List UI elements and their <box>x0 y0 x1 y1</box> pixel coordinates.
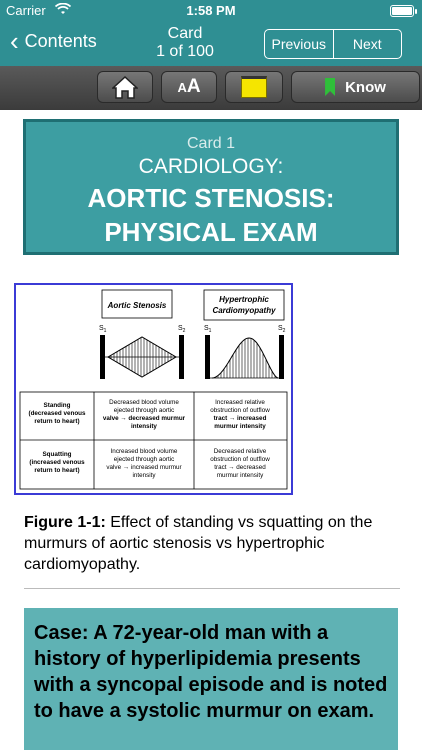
row1-as-line2: ejected through aortic <box>113 407 175 414</box>
font-size-button[interactable] <box>161 71 217 103</box>
hcm-s1-label: $S_1$ <box>204 325 212 334</box>
nav-title-line2: 1 of 100 <box>156 43 214 60</box>
hcm-s2-label: $S_2$ <box>278 325 286 334</box>
back-label: Contents <box>24 30 97 51</box>
next-button[interactable]: Next <box>333 30 402 58</box>
know-label: Know <box>345 78 386 96</box>
back-button[interactable] <box>10 26 97 56</box>
row2-as-line4: intensity <box>132 472 156 479</box>
header-hcm-line2: Cardiomyopathy <box>212 306 276 315</box>
row2-label-line1: Squatting <box>42 451 72 458</box>
font-big-label: A <box>186 76 201 97</box>
row2-hcm-line1: Decreased relative <box>213 448 267 455</box>
row1-as-line3: valve → decreased murmur <box>102 415 186 422</box>
figure-caption <box>24 512 394 575</box>
chevron-left-icon: ‹ <box>10 26 19 56</box>
know-button[interactable] <box>291 71 420 103</box>
clock: 1:58 PM <box>186 3 236 18</box>
previous-button[interactable]: Previous <box>271 36 326 52</box>
home-button[interactable] <box>97 71 153 103</box>
case-text: Case: A 72-year-old man with a history of hyperlipidemia presents with a syncopal episode and is noted to have a systolic murmur on exam. <box>34 622 388 722</box>
row2-hcm-line3: tract → decreased <box>214 464 266 471</box>
row1-label-line3: return to heart) <box>34 418 80 425</box>
nav-bar <box>0 22 422 66</box>
card-topic-line1: AORTIC STENOSIS: <box>87 183 335 213</box>
case-box <box>24 608 398 750</box>
prev-next-segmented-control <box>264 29 402 59</box>
row1-as-line1: Decreased blood volume <box>109 399 179 406</box>
row1-label-line2: (decreased venous <box>28 410 86 417</box>
row1-hcm-line3: tract → increased <box>213 415 267 422</box>
row2-hcm-line2: obstruction of outflow <box>210 456 270 463</box>
status-bar <box>0 0 422 22</box>
divider <box>24 588 400 589</box>
row1-hcm-line4: murmur intensity <box>214 423 266 430</box>
toolbar <box>0 66 422 110</box>
notes-button[interactable] <box>225 71 283 103</box>
as-s2-label: $S_2$ <box>178 325 186 334</box>
header-aortic-stenosis: Aortic Stenosis <box>107 301 167 310</box>
row2-as-line3: valve → increased murmur <box>106 464 182 471</box>
row1-hcm-line1: Increased relative <box>215 399 265 406</box>
card-number: Card 1 <box>186 135 236 152</box>
font-small-label: A <box>177 79 187 95</box>
card-content <box>0 110 422 750</box>
card-topic-line2: PHYSICAL EXAM <box>104 217 318 247</box>
battery-icon <box>390 5 414 17</box>
caption-text: Effect of standing vs squatting on the murmurs of aortic stenosis vs hypertrophic cardiomyopathy. <box>24 514 373 573</box>
as-s1-label: $S_1$ <box>99 325 107 334</box>
row1-as-line4: intensity <box>131 423 157 430</box>
home-icon <box>112 75 138 99</box>
page-title <box>140 25 230 61</box>
row1-label-line1: Standing <box>43 402 71 409</box>
row2-as-line1: Increased blood volume <box>110 448 178 455</box>
card-category: CARDIOLOGY: <box>138 155 284 178</box>
title-card <box>23 119 399 255</box>
carrier-label: Carrier <box>6 3 46 18</box>
header-hcm-line1: Hypertrophic <box>219 295 269 304</box>
row1-hcm-line2: obstruction of outflow <box>210 407 270 414</box>
nav-title-line1: Card <box>167 25 203 42</box>
sticky-note-icon <box>241 76 267 98</box>
row2-label-line2: (increased venous <box>29 459 85 466</box>
row2-label-line3: return to heart) <box>34 467 80 474</box>
bookmark-icon <box>325 78 335 96</box>
row2-as-line2: ejected through aortic <box>113 456 175 463</box>
figure-1-1 <box>14 283 293 495</box>
row2-hcm-line4: murmur intensity <box>216 472 264 479</box>
caption-label: Figure 1-1: <box>24 514 106 531</box>
